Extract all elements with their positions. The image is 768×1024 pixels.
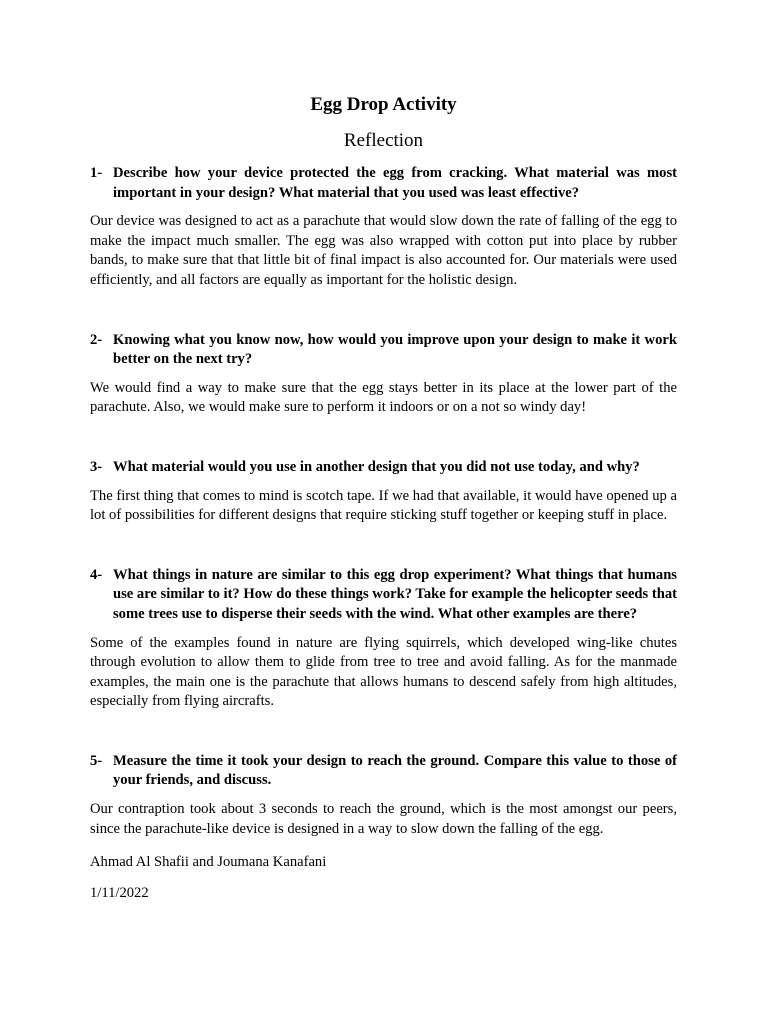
question-5 (90, 752, 677, 791)
question-number: 5- (90, 752, 103, 769)
answer-2: We would find a way to make sure that the egg stays better in its place at the lower part of the parachute. Also, we would make sure to perform it indoors or on a not so windy day! (90, 379, 677, 416)
answer-5: Our contraption took about 3 seconds to reach the ground, which is the most amongst our peers, since the parachute-like device is designed in a way to slow down the falling of the egg. (90, 801, 677, 837)
answer-3: The first thing that comes to mind is scotch tape. If we had that available, it would have opened up a lot of possibilities for different designs that require sticking stuff together or keeping stuff in place. (90, 487, 677, 524)
question-number: 1- (90, 165, 103, 181)
question-2 (90, 331, 677, 370)
question-number: 2- (90, 331, 103, 348)
document-subtitle: Reflection (343, 130, 424, 151)
date: 1/11/2022 (90, 884, 149, 901)
question-text: Measure the time it took your design to reach the ground. Compare this value to those of your friends, and discuss. (113, 752, 677, 789)
question-text: What things in nature are similar to this egg drop experiment? What things that humans use are similar to it? How do these things work? Take for example the helicopter seeds that some trees use to disperse their seeds with the wind. What other examples are there? (113, 566, 678, 622)
question-text: Describe how your device protected the egg from cracking. What material was most important in your design? What material that you used was least effective? (113, 165, 677, 201)
question-text: Knowing what you know now, how would you improve upon your design to make it work better on the next try? (113, 331, 677, 368)
question-number: 4- (90, 566, 103, 583)
answer-1: Our device was designed to act as a parachute that would slow down the rate of falling of the egg to make the impact much smaller. The egg was also wrapped with cotton put into place by rubber bands, to make sure that that little bit of final impact is also accounted for. Our materials were used efficiently, and all factors are equally as important for the holistic design. (90, 213, 677, 288)
answer-4: Some of the examples found in nature are flying squirrels, which developed wing-like chutes through evolution to allow them to glide from tree to tree and avoid falling. As for the manmade examples, the main one is the parachute that allows humans to descend safely from high altitudes, especially from flying aircrafts. (90, 634, 677, 710)
document-title: Egg Drop Activity (310, 94, 457, 115)
question-text: What material would you use in another design that you did not use today, and why? (113, 458, 640, 475)
question-number: 3- (90, 458, 103, 475)
question-3 (90, 458, 677, 478)
question-1 (90, 164, 677, 203)
question-4 (90, 566, 677, 625)
authors: Ahmad Al Shafii and Joumana Kanafani (90, 854, 327, 871)
document-page (90, 92, 677, 903)
